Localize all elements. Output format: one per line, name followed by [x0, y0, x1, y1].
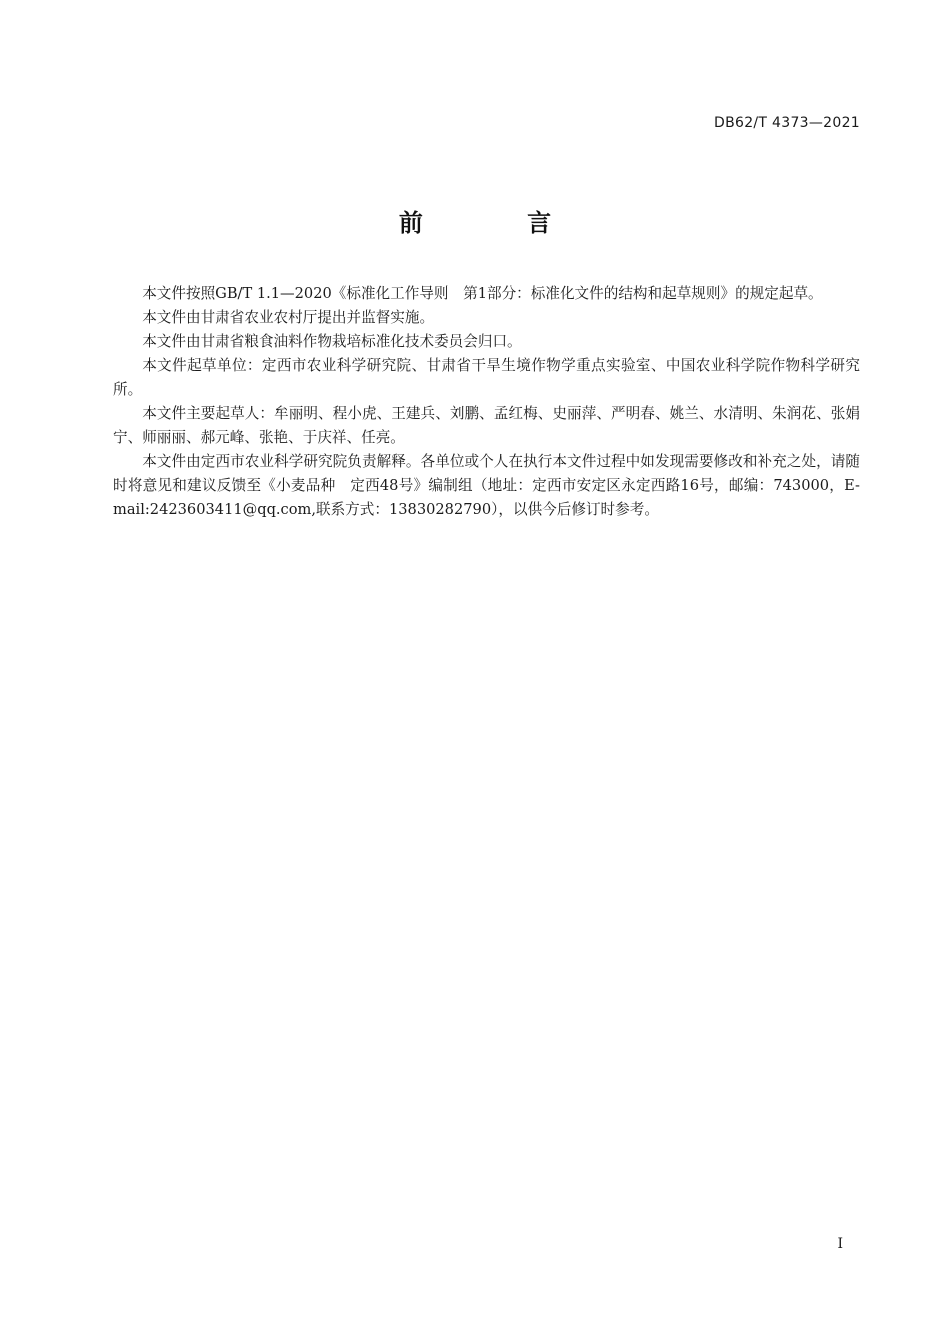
paragraph-drafting-rules: 本文件按照GB/T 1.1—2020《标准化工作导则 第1部分：标准化文件的结构和起草规则》的规定起草。	[142, 285, 823, 302]
foreword-body	[113, 282, 860, 522]
page-title: 前 言	[398, 209, 600, 237]
paragraph-drafting-units: 本文件起草单位：定西市农业科学研究院、甘肃省干旱生境作物学重点实验室、中国农业科学院作物科学研究所。	[113, 357, 860, 398]
paragraph-proposer: 本文件由甘肃省农业农村厅提出并监督实施。	[142, 309, 435, 326]
paragraph-committee: 本文件由甘肃省粮食油料作物栽培标准化技术委员会归口。	[142, 333, 522, 350]
paragraph-interpretation: 本文件由定西市农业科学研究院负责解释。各单位或个人在执行本文件过程中如发现需要修改和补充之处，请随时将意见和建议反馈至《小麦品种 定西48号》编制组（地址：定西市安定区永定西路16号，邮编：743000，E-mail:2423603411@qq.com,联系方式：13830282790），以供今后修订时参考。	[113, 453, 860, 518]
page-number: I	[837, 1236, 843, 1252]
document-code: DB62/T 4373—2021	[714, 115, 860, 131]
paragraph-drafters: 本文件主要起草人：牟丽明、程小虎、王建兵、刘鹏、孟红梅、史丽萍、严明春、姚兰、水清明、朱润花、张娟宁、师丽丽、郝元峰、张艳、于庆祥、任亮。	[113, 405, 860, 446]
